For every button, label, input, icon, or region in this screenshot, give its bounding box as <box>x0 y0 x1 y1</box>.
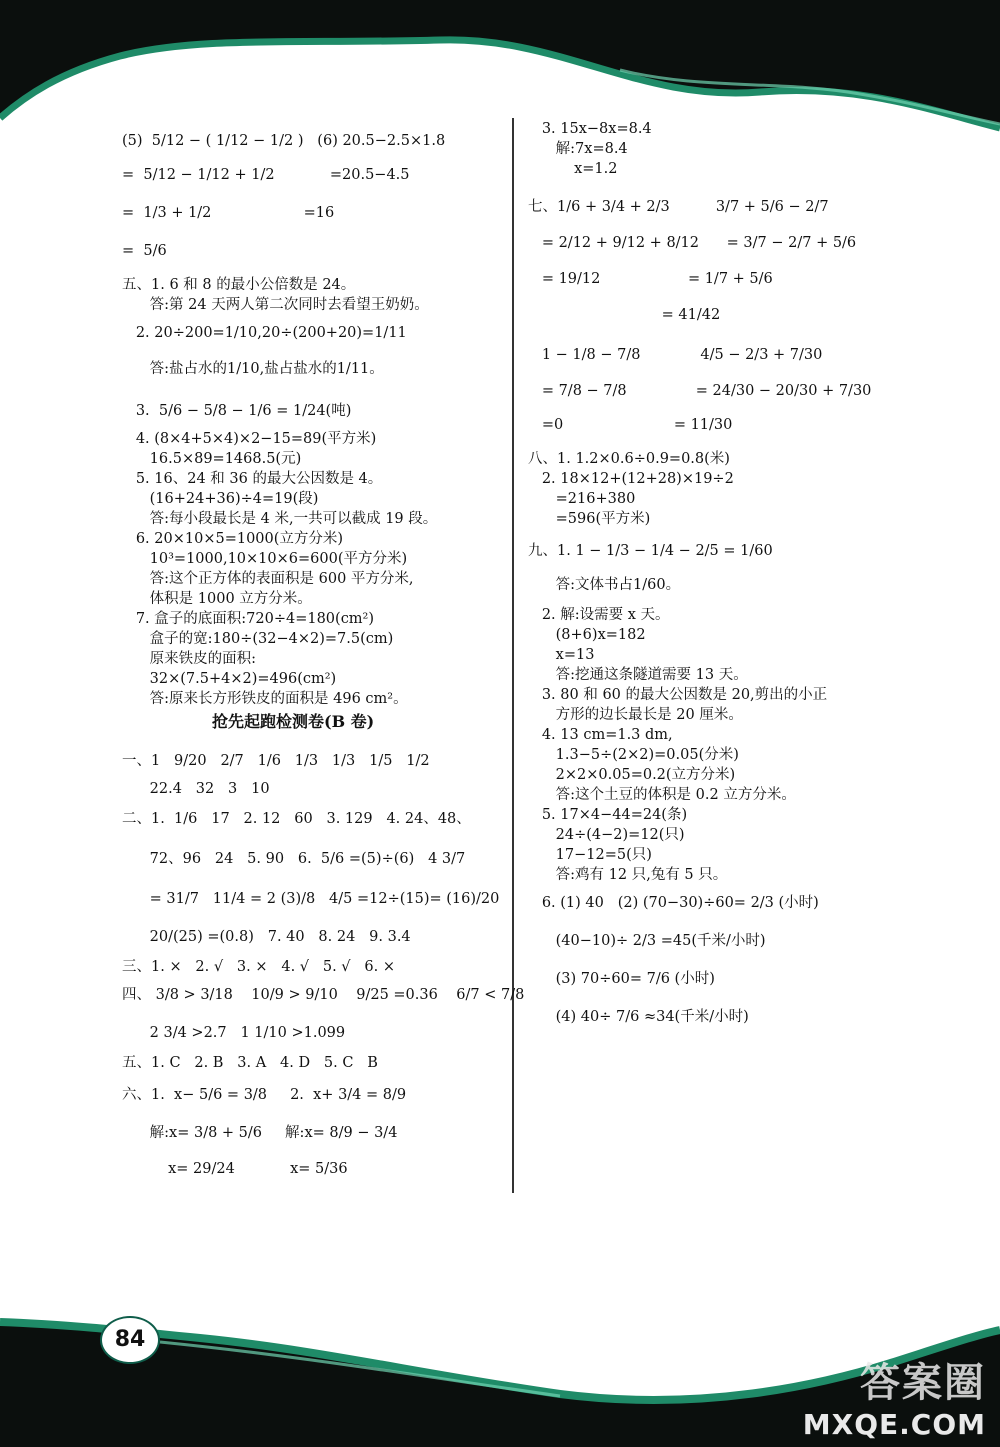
answer-line: = 1/3 + 1/2 =16 <box>122 205 335 221</box>
answer-line: (8+6)x=182 <box>528 627 646 643</box>
answer-line: 2. 18×12+(12+28)×19÷2 <box>528 471 734 487</box>
answer-line: = 5/12 − 1/12 + 1/2 =20.5−4.5 <box>122 167 410 183</box>
answer-line: 答:鸡有 12 只,兔有 5 只。 <box>528 867 728 883</box>
answer-line: 2 3/4 >2.7 1 1/10 >1.099 <box>122 1025 346 1041</box>
answer-line: x= 29/24 x= 5/36 <box>122 1161 348 1177</box>
answer-line: 答:原来长方形铁皮的面积是 496 cm²。 <box>122 691 408 707</box>
answer-line: 16.5×89=1468.5(元) <box>122 451 302 467</box>
answer-line: 2×2×0.05=0.2(立方分米) <box>528 767 736 783</box>
page-number: 84 <box>100 1316 160 1364</box>
answer-line: 三、1. × 2. √ 3. × 4. √ 5. √ 6. × <box>122 959 395 975</box>
answer-line: = 2/12 + 9/12 + 8/12 = 3/7 − 2/7 + 5/6 <box>528 235 857 251</box>
answer-line: = 7/8 − 7/8 = 24/30 − 20/30 + 7/30 <box>528 383 872 399</box>
answer-line: =216+380 <box>528 491 636 507</box>
answer-line: 7. 盒子的底面积:720÷4=180(cm²) <box>122 611 375 627</box>
answer-line: 5. 16、24 和 36 的最大公因数是 4。 <box>122 471 383 487</box>
answer-line: 一、1 9/20 2/7 1/6 1/3 1/3 1/5 1/2 <box>122 753 430 769</box>
answer-line: 20/(25) =(0.8) 7. 40 8. 24 9. 3.4 <box>122 929 411 945</box>
answer-line: = 5/6 <box>122 243 167 259</box>
answer-line: 4. (8×4+5×4)×2−15=89(平方米) <box>122 431 377 447</box>
answer-line: 3. 5/6 − 5/8 − 1/6 = 1/24(吨) <box>122 403 352 419</box>
answer-line: 3. 80 和 60 的最大公因数是 20,剪出的小正 <box>528 687 828 703</box>
section-title: 抢先起跑检测卷(B 卷) <box>212 712 375 731</box>
answer-line: 答:文体书占1/60。 <box>528 577 681 593</box>
answer-line: 24÷(4−2)=12(只) <box>528 827 685 843</box>
answer-line: = 41/42 <box>528 307 721 323</box>
answer-line: 2. 解:设需要 x 天。 <box>528 607 670 623</box>
answer-line: x=13 <box>528 647 595 663</box>
answer-line: 六、1. x− 5/6 = 3/8 2. x+ 3/4 = 8/9 <box>122 1087 407 1103</box>
answer-line: 五、1. C 2. B 3. A 4. D 5. C B <box>122 1055 378 1071</box>
answer-line: 答:盐占水的1/10,盐占盐水的1/11。 <box>122 361 384 377</box>
answer-line: 答:这个正方体的表面积是 600 平方分米, <box>122 571 414 587</box>
answer-line: 3. 15x−8x=8.4 <box>528 121 652 137</box>
watermark-main: 答案圈 <box>860 1360 986 1406</box>
answer-line: 17−12=5(只) <box>528 847 652 863</box>
answer-line: 五、1. 6 和 8 的最小公倍数是 24。 <box>122 277 356 293</box>
answer-line: (3) 70÷60= 7/6 (小时) <box>528 971 715 987</box>
answer-line: 10³=1000,10×10×6=600(平方分米) <box>122 551 408 567</box>
answer-line: 解:7x=8.4 <box>528 141 628 157</box>
answer-line: (16+24+36)÷4=19(段) <box>122 491 319 507</box>
answer-line: 6. 20×10×5=1000(立方分米) <box>122 531 344 547</box>
answer-line: = 19/12 = 1/7 + 5/6 <box>528 271 773 287</box>
answer-line: =596(平方米) <box>528 511 651 527</box>
answer-line: 22.4 32 3 10 <box>122 781 270 797</box>
answer-line: =0 = 11/30 <box>528 417 733 433</box>
answer-line: 七、1/6 + 3/4 + 2/3 3/7 + 5/6 − 2/7 <box>528 199 829 215</box>
answer-line: x=1.2 <box>528 161 618 177</box>
answer-line: 答:每小段最长是 4 米,一共可以截成 19 段。 <box>122 511 438 527</box>
answer-line: 九、1. 1 − 1/3 − 1/4 − 2/5 = 1/60 <box>528 543 773 559</box>
answer-line: 体积是 1000 立方分米。 <box>122 591 312 607</box>
answer-line: 四、 3/8 > 3/18 10/9 > 9/10 9/25 =0.36 6/7 < 7/8 <box>122 987 525 1003</box>
answer-line: (40−10)÷ 2/3 =45(千米/小时) <box>528 933 766 949</box>
watermark-url: MXQE.COM <box>802 1408 986 1441</box>
answer-line: 原来铁皮的面积: <box>122 651 257 667</box>
answer-line: (4) 40÷ 7/6 ≈34(千米/小时) <box>528 1009 749 1025</box>
answer-line: 1 − 1/8 − 7/8 4/5 − 2/3 + 7/30 <box>528 347 823 363</box>
answer-line: 答:第 24 天两人第二次同时去看望王奶奶。 <box>122 297 429 313</box>
answer-line: 5. 17×4−44=24(条) <box>528 807 688 823</box>
answer-line: 2. 20÷200=1/10,20÷(200+20)=1/11 <box>122 325 407 341</box>
watermark <box>803 1351 986 1441</box>
answer-line: 答:这个土豆的体积是 0.2 立方分米。 <box>528 787 796 803</box>
answer-line: 八、1. 1.2×0.6÷0.9=0.8(米) <box>528 451 730 467</box>
answer-line: 72、96 24 5. 90 6. 5/6 =(5)÷(6) 4 3/7 <box>122 851 466 867</box>
answer-line: 方形的边长最长是 20 厘米。 <box>528 707 743 723</box>
top-decoration <box>0 0 1000 140</box>
answer-line: 二、1. 1/6 17 2. 12 60 3. 129 4. 24、48、 <box>122 811 471 827</box>
column-divider <box>512 118 514 1193</box>
answer-line: 1.3−5÷(2×2)=0.05(分米) <box>528 747 739 763</box>
answer-line: 盒子的宽:180÷(32−4×2)=7.5(cm) <box>122 631 394 647</box>
answer-line: 答:挖通这条隧道需要 13 天。 <box>528 667 748 683</box>
answer-line: 32×(7.5+4×2)=496(cm²) <box>122 671 337 687</box>
answer-line: = 31/7 11/4 = 2 (3)/8 4/5 =12÷(15)= (16)/20 <box>122 891 500 907</box>
answer-line: 4. 13 cm=1.3 dm, <box>528 727 673 743</box>
answer-line: 解:x= 3/8 + 5/6 解:x= 8/9 − 3/4 <box>122 1125 398 1141</box>
answer-line: (5) 5/12 − ( 1/12 − 1/2 ) (6) 20.5−2.5×1.8 <box>122 133 446 149</box>
answer-line: 6. (1) 40 (2) (70−30)÷60= 2/3 (小时) <box>528 895 819 911</box>
